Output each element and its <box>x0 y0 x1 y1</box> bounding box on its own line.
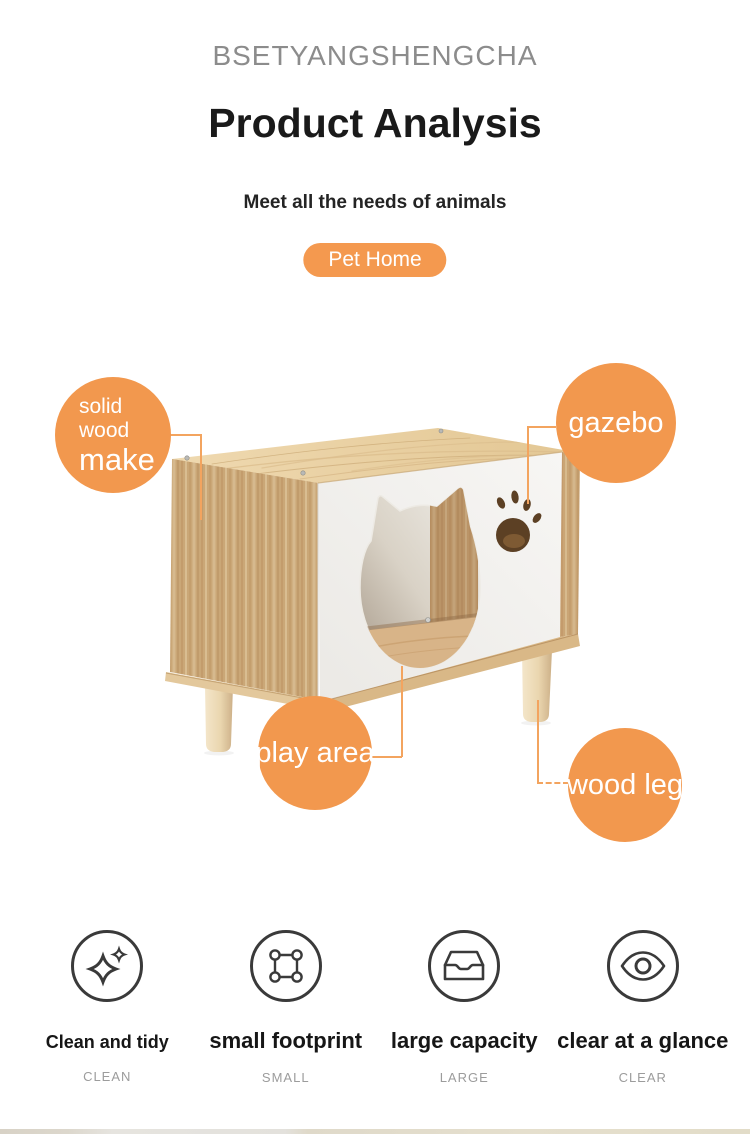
feature-caption: LARGE <box>439 1070 489 1085</box>
next-section-edge <box>0 1129 750 1134</box>
callout-label: wood <box>79 418 130 442</box>
callout-label: wood leg <box>566 768 684 801</box>
feature-title: large capacity <box>390 1028 538 1053</box>
tray-icon <box>428 930 500 1002</box>
callout-wood-leg <box>568 728 682 842</box>
feature-caption: CLEAR <box>618 1070 667 1085</box>
page-title: Product Analysis <box>208 100 542 146</box>
connector-play-area <box>371 756 402 758</box>
feature-clear <box>554 930 733 1085</box>
callout-gazebo <box>556 363 676 483</box>
connector-wood-leg <box>537 782 569 784</box>
feature-caption: SMALL <box>261 1070 310 1085</box>
page-subtitle: Meet all the needs of animals <box>243 192 507 213</box>
connector-gazebo <box>527 426 529 504</box>
callout-play-area <box>255 696 375 810</box>
callout-label: gazebo <box>568 406 664 439</box>
callout-label: play area <box>255 736 375 769</box>
feature-clean <box>18 930 197 1085</box>
footprint-area-icon <box>250 930 322 1002</box>
connector-solid-wood-make <box>200 434 202 520</box>
feature-title: Clean and tidy <box>45 1032 169 1052</box>
left-front-leg <box>204 686 234 756</box>
feature-title: clear at a glance <box>557 1028 729 1053</box>
connector-gazebo <box>527 426 556 428</box>
brand-name: BSETYANGSHENGCHA <box>212 40 538 71</box>
sparkle-icon <box>71 930 143 1002</box>
connector-wood-leg <box>537 700 539 783</box>
feature-title: small footprint <box>209 1028 363 1053</box>
callout-label: solid <box>79 394 123 418</box>
connector-play-area <box>401 666 403 757</box>
callout-label: make <box>79 441 155 477</box>
feature-row <box>0 930 750 1085</box>
eye-icon <box>607 930 679 1002</box>
connector-solid-wood-make <box>170 434 202 436</box>
feature-caption: CLEAN <box>83 1069 132 1084</box>
feature-small <box>197 930 376 1085</box>
pet-home-tag-button[interactable]: Pet Home <box>303 243 446 277</box>
callout-solid-wood-make <box>55 377 171 493</box>
feature-large <box>375 930 554 1085</box>
